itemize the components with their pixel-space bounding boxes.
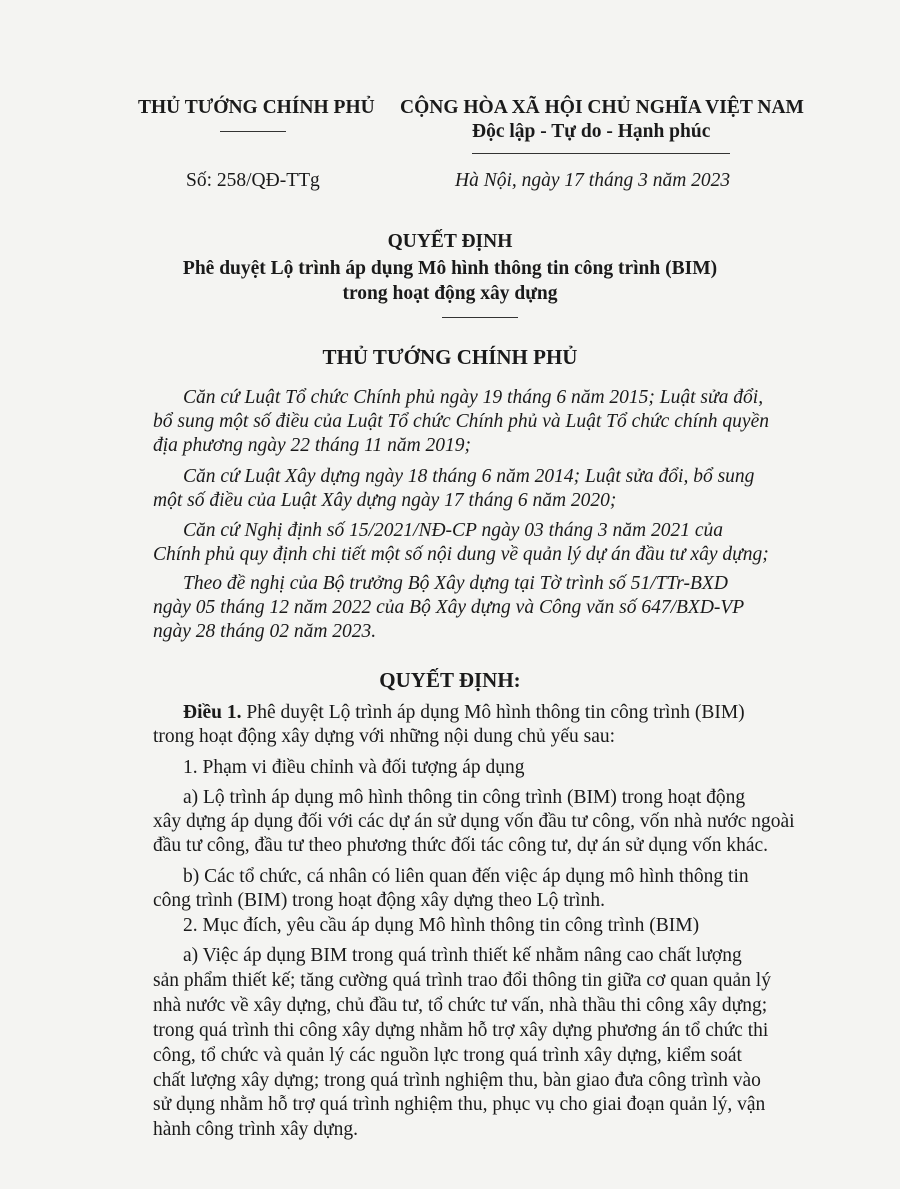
text-line: Theo đề nghị của Bộ trưởng Bộ Xây dựng tại Tờ trình số 51/TTr-BXD <box>183 573 728 594</box>
decision-subtitle-line1: Phê duyệt Lộ trình áp dụng Mô hình thông tin công trình (BIM) <box>182 258 718 279</box>
preamble-paragraph <box>153 519 810 567</box>
republic-name: CỘNG HÒA XÃ HỘI CHỦ NGHĨA VIỆT NAM <box>400 97 804 118</box>
article-1-label: Điều 1. <box>183 702 242 723</box>
decision-heading: QUYẾT ĐỊNH: <box>379 668 521 692</box>
agency-name: THỦ TƯỚNG CHÍNH PHỦ <box>138 97 375 118</box>
text-line: trong hoạt động xây dựng với những nội dung chủ yếu sau: <box>153 726 616 747</box>
text-line: Căn cứ Nghị định số 15/2021/NĐ-CP ngày 03 tháng 3 năm 2021 của <box>183 520 724 541</box>
authority-heading: THỦ TƯỚNG CHÍNH PHỦ <box>322 345 578 369</box>
text-line: bổ sung một số điều của Luật Tổ chức Chính phủ và Luật Tổ chức chính quyền <box>153 411 769 432</box>
text-line: Chính phủ quy định chi tiết một số nội dung về quản lý dự án đầu tư xây dựng; <box>153 544 769 565</box>
section-1-heading: 1. Phạm vi điều chỉnh và đối tượng áp dụng <box>183 757 525 778</box>
text-line: chất lượng xây dựng; trong quá trình nghiệm thu, bàn giao đưa công trình vào <box>153 1069 761 1091</box>
title-underline <box>442 317 518 318</box>
text-line: Căn cứ Luật Tổ chức Chính phủ ngày 19 tháng 6 năm 2015; Luật sửa đổi, <box>183 387 764 408</box>
article-1-paragraph <box>153 701 810 749</box>
text-line: a) Việc áp dụng BIM trong quá trình thiết kế nhằm nâng cao chất lượng <box>183 945 742 966</box>
preamble <box>153 572 810 644</box>
preamble <box>153 465 810 513</box>
preamble-paragraph <box>153 465 810 513</box>
preamble <box>153 386 810 458</box>
paragraph <box>153 786 810 858</box>
text-line: sản phẩm thiết kế; tăng cường quá trình trao đổi thông tin giữa cơ quan quản lý <box>153 969 771 991</box>
decision-subtitle-line2: trong hoạt động xây dựng <box>342 283 558 304</box>
text-line: Căn cứ Luật Xây dựng ngày 18 tháng 6 năm 2014; Luật sửa đổi, bổ sung <box>183 466 755 487</box>
agency-underline <box>220 131 286 132</box>
text-line: Phê duyệt Lộ trình áp dụng Mô hình thông tin công trình (BIM) <box>241 702 745 723</box>
preamble-paragraph <box>153 386 810 458</box>
text-line: a) Lộ trình áp dụng mô hình thông tin công trình (BIM) trong hoạt động <box>183 787 746 808</box>
text-line: ngày 28 tháng 02 năm 2023. <box>153 621 377 642</box>
paragraph-a2 <box>153 944 810 1143</box>
text-line: một số điều của Luật Xây dựng ngày 17 tháng 6 năm 2020; <box>153 490 617 511</box>
national-motto: Độc lập - Tự do - Hạnh phúc <box>472 121 711 142</box>
section-2-heading: 2. Mục đích, yêu cầu áp dụng Mô hình thông tin công trình (BIM) <box>183 915 700 936</box>
decision-title: QUYẾT ĐỊNH <box>387 231 513 252</box>
text-line: công, tổ chức và quản lý các nguồn lực trong quá trình xây dựng, kiểm soát <box>153 1044 742 1066</box>
paragraph-b1 <box>153 865 810 913</box>
place-date: Hà Nội, ngày 17 tháng 3 năm 2023 <box>455 170 731 191</box>
preamble-paragraph <box>153 572 810 644</box>
paragraph <box>153 865 810 913</box>
preamble <box>153 519 810 567</box>
text-line: ngày 05 tháng 12 năm 2022 của Bộ Xây dựng và Công văn số 647/BXD-VP <box>153 597 745 618</box>
paragraph <box>153 944 810 1143</box>
text-line: nhà nước về xây dựng, chủ đầu tư, tổ chức tư vấn, nhà thầu thi công xây dựng; <box>153 994 768 1016</box>
article-1 <box>153 701 810 749</box>
text-line: sử dụng nhằm hỗ trợ quá trình nghiệm thu, phục vụ cho giai đoạn quản lý, vận <box>153 1094 766 1116</box>
text-line: hành công trình xây dựng. <box>153 1119 358 1141</box>
text-line: b) Các tổ chức, cá nhân có liên quan đến việc áp dụng mô hình thông tin <box>183 866 749 887</box>
text-line: đầu tư công, đầu tư theo phương thức đối tác công tư, dự án sử dụng vốn khác. <box>153 835 769 856</box>
text-line: xây dựng áp dụng đối với các dự án sử dụng vốn đầu tư công, vốn nhà nước ngoài <box>153 811 795 832</box>
document-number: Số: 258/QĐ-TTg <box>186 170 320 191</box>
text-line: trong quá trình thi công xây dựng nhằm hỗ trợ xây dựng phương án tổ chức thi <box>153 1019 769 1041</box>
paragraph-a1 <box>153 786 810 858</box>
text-line: công trình (BIM) trong hoạt động xây dựng theo Lộ trình. <box>153 890 605 911</box>
text-line: địa phương ngày 22 tháng 11 năm 2019; <box>153 435 472 456</box>
motto-underline <box>472 153 730 154</box>
